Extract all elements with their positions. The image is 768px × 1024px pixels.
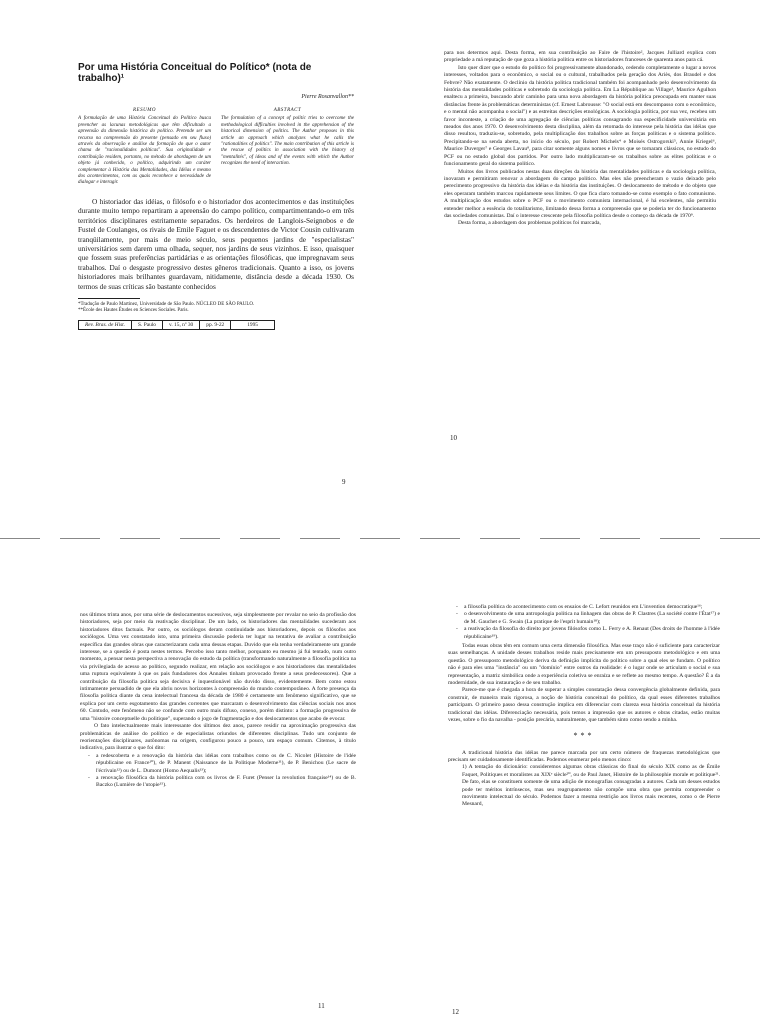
- page-9: [78, 62, 354, 492]
- citation-city: S. Paulo: [132, 320, 163, 329]
- citation-year: 1995: [231, 320, 275, 329]
- footnote-rule: [78, 298, 140, 299]
- body-paragraph: Desta forma, a abordagem dos problemas políticos foi marcada,: [458, 220, 601, 227]
- body-paragraph: Isto quer dizer que o estudo do político foi progressivamente abandonado, cedendo completamente o lugar a novos interesses, voltados para o econômico, o social ou o cultural, trabalhados pela geração dos Ariès, dos Braudel e dos Febvre? Não exatamente. O declínio da história política tradicional também foi acompanhado pelo desenvolvimento da história das mentalidades políticas e sobretudo da sociologia política. Em La République au Village³, Maurice Agulhon enaltecu a primeira, buscando abrir caminho para uma nova abordagem da história política preocupada em manter suas distâncias frente às problemáticas deterministas (cf. Ernest Labrousse: "O social está em descompasso com o econômico, e o mental não acompanha o social") e as estreitas descrições etnológicas. A sociologia política, por sua vez, recebeu um favor inconteste, a criação de uma agregação de ciências políticas consagrando sua especificidade universitária em meados dos anos 1970. O desenvolvimento desta disciplina, além da retomada do interesse pela história das idéias que disso resultou, traduziu-se, sobretudo, pela multiplicação dos trabalhos sobre as forças políticas e o sistema político. Precipitando-se na senda aberta, no início do século, por Robert Michels⁴ e Moisés Ostrogorski⁵, Annie Kriegel⁶, Maurice Duverger⁷ e Georges Lavau⁸, para citar somente alguns nomes e livros que se tornaram clássicos, no estudo do PCF ou no estudo global dos partidos. Por outro lado multiplicaram-se os trabalhos sobre as elites políticas e o funcionamento geral do sistema político.: [444, 64, 716, 168]
- author-name: Pierre Rosanvallon**: [301, 94, 354, 100]
- list-item: - o desenvolvimento de uma antropologia política na linhagem das obras de P. Clastres (La société contre l'État¹⁷) e de M. Gauchet e G. Swain (La pratique de l'esprit humain¹⁸);: [464, 611, 720, 626]
- citation-table: [78, 320, 275, 330]
- page-number: 9: [342, 478, 346, 486]
- body-paragraph: nos últimos trinta anos, por uma série de deslocamentos sucessivos, seja simplesmente por revalar no seio da profissão dos historiadores, seja por meio da reativação disciplinar. De um lado, os historiadores das mentalidades sucederam aos historiadores ditos factuais. Por outro, os sociólogos deram continuidade aos historiadores, depois os filósofos aos sociólogos. Uma vez constatado isto, uma primeira discussão poderia ter lugar na tentativa de avaliar a contribuição específica das grandes obras que caracterizaram cada uma dessas etapas. Duvido que ela tenha verdadeiramente um grande interesse, se a questão é posta nestes termos. Percebo isso tanto melhor, porquanto eu mesmo já fui tentado, num outro momento, a pensar nesta perspectiva a renovação do estudo da política (transformando naturalmente a filosofia política na via privilegiada de acesso ao político, segundo realizar, em relação aos sociólogos e aos historiadores das mentalidades uma ruptura equivalente à que os pais fundadores dos Annales tinham provocado frente a seus predecessores). Que a contribuição da filosofia política seja decisiva é inquestionável não duvido disso, evidentemente. Bem como estou intimamente persuadido de que ela abriu novos horizontes à compreensão do mundo contemporâneo. A forte presença da filosofia política diante da cena intelectual francesa da década de 1980 é certamente um fenômeno significativo, que se explica por um certo esgotamento das grandes correntes que marcaram o desenvolvimento das ciências sociais nos anos 60. Contudo, este fenômeno não se confunde com outro mais difuso, conexo, porém distinto: a formação progressiva de uma "histoire conceptuelle du politique", superando o jogo de fragmentação e dos deslocamentos que acabo de evocar.: [80, 612, 356, 722]
- page-11: [80, 612, 356, 1020]
- footnote: *Tradução de Paulo Martinez, Universidade de São Paulo. NÚCLEO DE SÃO PAULO.: [78, 301, 255, 307]
- page-10: [444, 50, 716, 450]
- citation-journal: Rev. Bras. de Hist.: [79, 320, 132, 329]
- page-number: 12: [452, 1008, 459, 1016]
- numbered-item: 1) A tentação do dicionário: consideremos algumas obras clássicas do final do século XIX como as de Émile Faquet, Politiques et moralistes au XIXᵉ siècle²⁰, ou de Paul Janet, Histoire de la philosophie morale et politique²¹. De fato, elas se constituem somente de uma adição de monografias consagradas a autores. Cada um desses estudos pode ter méritos intrínsecos, mas seu reagrupamento não compõe uma obra que permita compreender o movimento intelectual do século. Podemos fazer a mesma restrição aos livros mais recentes, como o de Pierre Mesnard,: [462, 764, 720, 808]
- list-item: - a filosofia política do acontecimento com os ensaios de C. Lefort reunidos em L'invention democratique¹⁶;: [464, 604, 720, 611]
- citation-volume: v. 15, nº 30: [163, 320, 200, 329]
- page-number: 11: [318, 1002, 325, 1010]
- abstract-block: [221, 108, 354, 187]
- body-paragraph: para nos determos aqui. Desta forma, em sua contribuição ao Faire de l'histoire², Jacques Julliard explica com propriedade a má reputação de que goza a história política entre os historiadores franceses de quarenta anos para cá.: [444, 50, 716, 64]
- body-paragraph: O historiador das idéias, o filósofo e o historiador dos acontecimentos e das instituições durante muito tempo repartiram a apreensão do campo político, compartimentando-o em três territórios disciplinares estritamente separados. Os herdeiros de Langlois-Seignobos e de Fustel de Coulanges, os rivais de Emile Faguet e os descendentes de Victor Cousin cultivaram tranqüilamente, por mais de meio século, seus pequenos jardins de "especialistas" universitários sem darem uma olhada, sequer, nos jardins de seus vizinhos. E isso, quaisquer que fossem suas preferências partidárias e as orientações filosóficas, que impregnavam seus trabalhos. Daí o desgaste progressivo destes gêneros tradicionais. Quanto a isso, os jovens historiadores mais brilhantes guardavam, nitidamente, distância desde a década 1930. Os termos de suas críticas são bastante conhecidos: [78, 196, 354, 291]
- abstract-heading: ABSTRACT: [273, 108, 302, 113]
- page-number: 10: [450, 434, 457, 442]
- list-item: - a reativação da filosofia do direito por jovens filósofos como L. Ferry e A. Renaut (Des droits de l'homme à l'idée républicaine¹⁹).: [464, 626, 720, 641]
- body-paragraph: O fato intelectualmente mais interessante dos últimos dez anos, parece residir na aproximação progressiva das problemáticas de análise do político e de especialistas oriundos de diferentes disciplinas. Tudo um conjunto de reorientações disciplinares, autônomas na origem, configurou pouco a pouco, um espaço comum. Citemos, à título indicativo, para ilustrar o que foi dito:: [80, 723, 356, 752]
- article-title: Por uma História Conceitual do Político* (nota de trabalho)¹: [78, 62, 312, 84]
- body-paragraph: Muitos dos livros publicados nestas duas direções da história das mentalidades políticas e da sociologia política, inovaram e permitiram renovar a abordagem do campo político. Mas eles não preencheram o vazio deixado pelo perecimento progressivo da história das idéias e da história das instituições. O deslocamento de método e do objeto que eles operaram também marcou rapidamente seus limites. O que fica claro tomando-se como exemplo o fato comunismo. A multiplicação dos estudos sobre o PCF ou o movimento comunista internacional, é há excelentes, não permitiu entender melhor a essência do totalitarismo, limitando dessa forma a compreensão que se poderia ter do funcionamento das sociedades comunistas. Daí o interesse crescente pela filosofia política desde o começo da década de 1970⁹.: [444, 168, 716, 219]
- resumo-heading: RESUMO: [133, 108, 156, 113]
- resumo-text: A formulação de uma História Conceitual do Político busca preencher as lacunas metodológicas que têm dificultado a apreensão da dimensão histórica do político. Pretende ser um recurso na compreensão do presente (pensado em seu fluxo) através da observação e análise da formação do que o autor chama de "racionalidades políticas". Sua originalidade e contribuição residem, portanto, no método de abordagem de um objeto já conhecido, o político, adquirindo um caráter complementar à História das Mentalidades, das Idéias e mesmo dos acontecimentos, com as quais reconhece a necessidade de dialogar e interagir.: [78, 116, 211, 186]
- resumo-block: [78, 108, 211, 187]
- body-paragraph: A tradicional história das idéias me parece marcada por um certo número de fraquezas metodológicas que precisam ser cuidadosamente identificadas. Podemos enumerar pelo menos cinco:: [448, 749, 720, 763]
- abstract-text: The formulation of a concept of politic tries to overcome the methodological difficulties involved in the apprehension of the historical dimension of politics. The Author proposes in this article an approach which analyzes what he calls the "rationalities of politics". The main contribution of this article is the rescue of politics in association with the history of "mentalités", of ideas and of the events with which the Author recognizes the need of interaction.: [221, 116, 354, 167]
- page-12: [448, 604, 720, 1020]
- section-break: ***: [573, 730, 595, 740]
- body-paragraph: Todas essas obras têm em comum uma certa dimensão filosófica. Mas esse traço não é suficiente para caracterizar suas semelhanças. A unidade desses trabalhos reside mais precisamente em um pressuposto metodológico e em uma questão. O pressuposto metodológico deriva da definição implícita do político sobre a qual eles se fundam. O político não é para eles uma "instância" ou um "domínio" entre outros da realidade: é o lugar onde se articulam o social e sua representação, a matriz simbólica onde a experiência coletiva se enraíza e se reflete ao mesmo tempo. A questão? É a da modernidade, de sua instauração e de seu trabalho.: [448, 643, 720, 687]
- body-paragraph: Parece-me que é chegada a hora de superar a simples constatação dessa convergência globalmente definida, para construir, de maneira mais rigorosa, a noção de história conceitual do político, da qual esses diferentes trabalhos participam. O primeiro passo dessa construção implica em diferenciar com clareza essa história conceitual da história tradicional das idéias. Diferenciação necessária, pois temos a impressão que os autores e obras citadas, estão muitas vezes, sobre o fio da navalha - posição precária, naturalmente, que também sinto como sendo a minha.: [448, 687, 720, 724]
- work-list: [448, 604, 720, 641]
- footnote: **École des Hautes Études en Sciences Sociales. Paris.: [78, 307, 189, 313]
- page-separator: [0, 538, 768, 546]
- list-item: - a renovação filosófica da história política com os livros de F. Furet (Penser la revolution française¹⁴) ou de B. Baczko (Lumière de l'utopie¹⁵).: [96, 775, 356, 790]
- work-list: [80, 753, 356, 790]
- list-item: - a redescoberta e a renovação da história das idéias com trabalhos como os de C. Nicolet (Histoire de l'idée républicaine en France¹⁰), de P. Manent (Naissance de la Politique Moderne¹¹), de P. Benichou (Le sacre de l'écrivain¹²) ou de L. Dumont (Homo Aequalis¹³);: [96, 753, 356, 775]
- citation-pages: pp. 9-22: [200, 320, 231, 329]
- abstracts: [78, 108, 354, 187]
- citation-row: [79, 320, 275, 329]
